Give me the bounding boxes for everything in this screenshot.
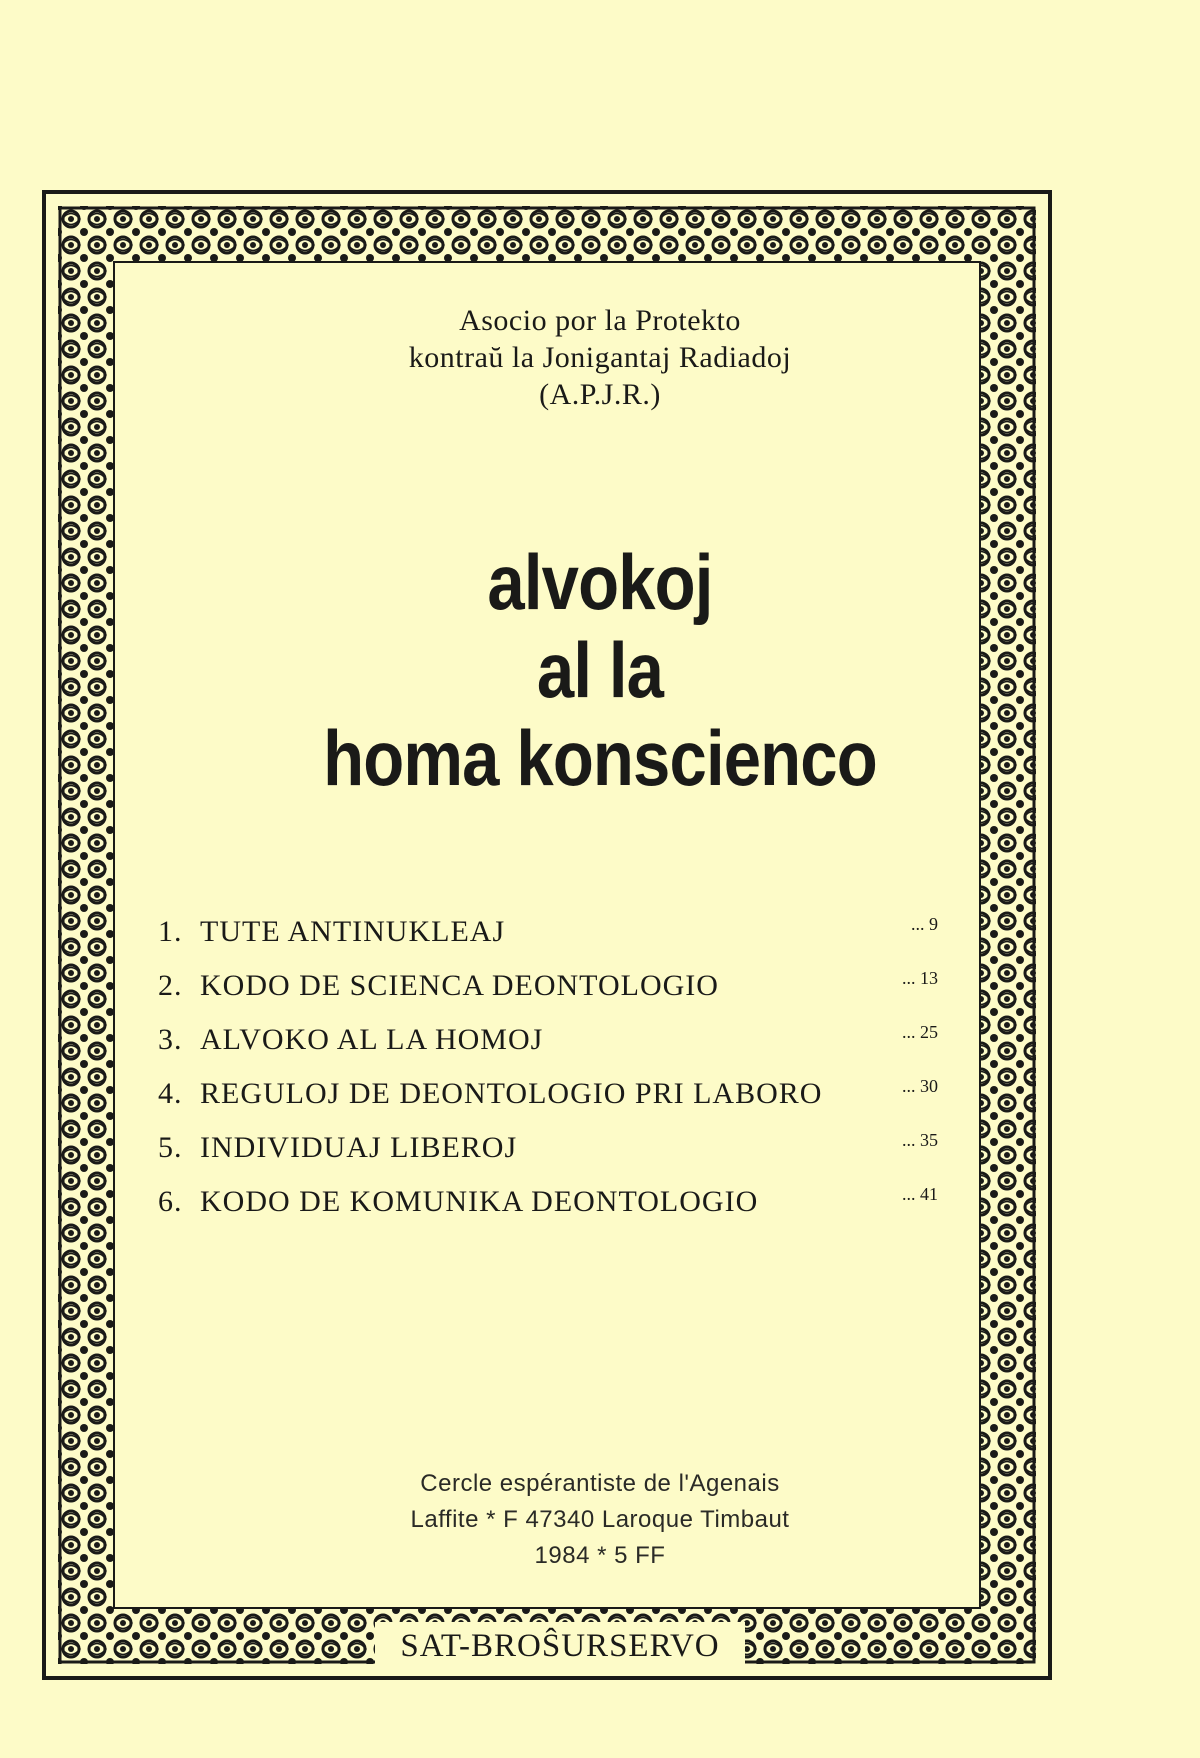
toc-item-label: TUTE ANTINUKLEAJ [200, 915, 506, 948]
toc-item-number: 2. [158, 969, 183, 1002]
page-title [84, 538, 1116, 802]
toc-item-page: ... 35 [902, 1120, 938, 1160]
toc-item [158, 1074, 948, 1128]
association-line-1: Asocio por la Protekto [459, 304, 741, 337]
toc-item [158, 966, 948, 1020]
association-name [0, 302, 1200, 413]
toc-item-number: 5. [158, 1131, 183, 1164]
toc-item-label: KODO DE SCIENCA DEONTOLOGIO [200, 969, 719, 1002]
toc-item-number: 6. [158, 1185, 183, 1218]
toc-item-label: REGULOJ DE DEONTOLOGIO PRI LABORO [200, 1077, 823, 1110]
toc-item-page: ... 25 [902, 1012, 938, 1052]
publisher-address: Laffite * F 47340 Laroque Timbaut [410, 1506, 790, 1533]
toc-item-label: INDIVIDUAJ LIBEROJ [200, 1131, 518, 1164]
toc-item-number: 3. [158, 1023, 183, 1056]
association-abbreviation: (A.P.J.R.) [539, 378, 661, 411]
publication-year-price: 1984 * 5 FF [534, 1542, 666, 1569]
toc-item-number: 4. [158, 1077, 183, 1110]
toc-item [158, 1128, 948, 1182]
toc-item-number: 1. [158, 915, 183, 948]
toc-item-page: ... 9 [911, 904, 938, 944]
association-line-2: kontraŭ la Jonigantaj Radiadoj [408, 341, 792, 374]
publisher-name: Cercle espérantiste de l'Agenais [420, 1470, 780, 1497]
publisher-info [0, 1466, 1200, 1574]
title-line-1: alvokoj [487, 538, 713, 626]
series-label: SAT-BROŜURSERVO [375, 1622, 745, 1670]
toc-item-label: ALVOKO AL LA HOMOJ [200, 1023, 544, 1056]
toc-item [158, 1182, 948, 1236]
title-line-3: homa konscienco [323, 714, 877, 802]
toc-item-page: ... 13 [902, 958, 938, 998]
toc-item-page: ... 30 [902, 1066, 938, 1106]
toc-item-label: KODO DE KOMUNIKA DEONTOLOGIO [200, 1185, 759, 1218]
title-line-2: al la [536, 626, 664, 714]
table-of-contents [158, 912, 948, 1236]
toc-item [158, 912, 948, 966]
toc-item-page: ... 41 [902, 1174, 938, 1214]
toc-item [158, 1020, 948, 1074]
